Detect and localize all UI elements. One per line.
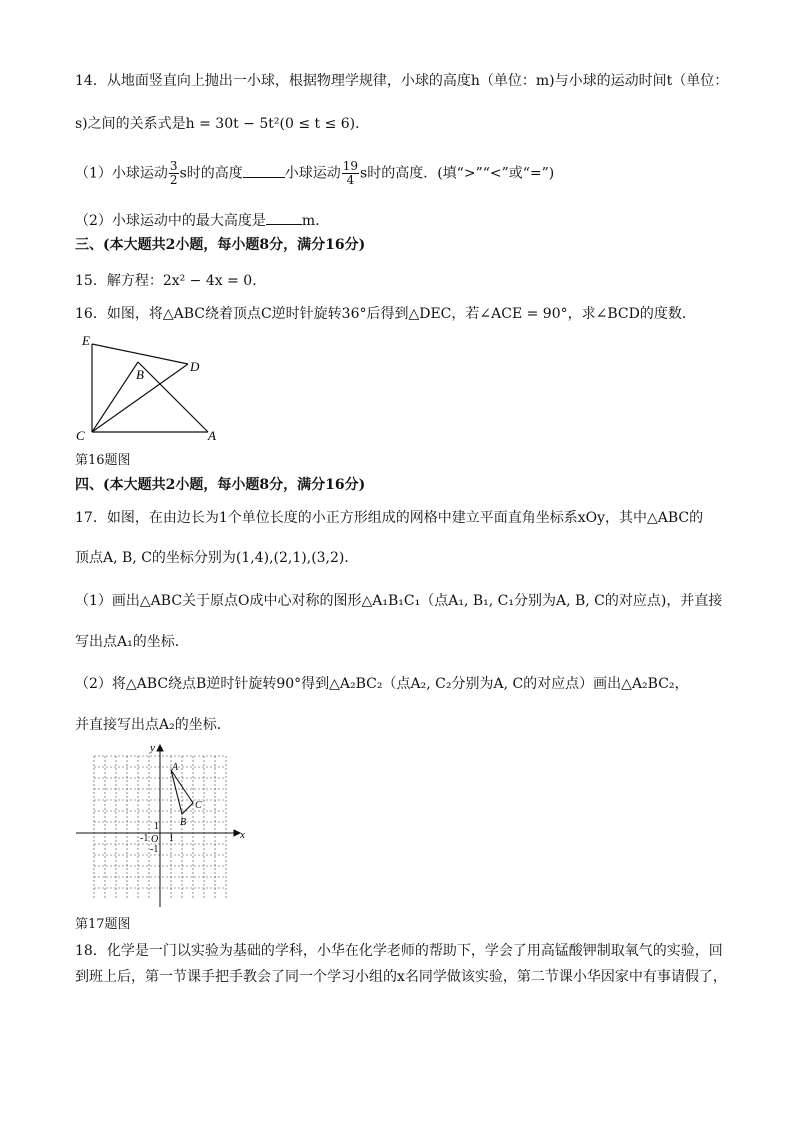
answer-blank — [266, 212, 302, 225]
label-O: O — [151, 834, 159, 845]
section-3-heading: 三、(本大题共2小题，每小题8分，满分16分) — [75, 237, 366, 253]
q14-part1-mid1: s时的高度 — [179, 165, 243, 182]
q14-part1-mid2: 小球运动 — [284, 165, 341, 182]
fraction-19-4 — [342, 160, 359, 187]
label-x: x — [240, 829, 245, 841]
q17-part2-line2: 并直接写出点A₂的坐标． — [75, 717, 231, 733]
label-B: B — [136, 367, 144, 382]
label-D: D — [190, 359, 200, 374]
figure-17-caption: 第17题图 — [75, 917, 131, 932]
fraction-denominator: 4 — [346, 173, 355, 187]
label-B: B — [180, 817, 187, 828]
label-y: y — [150, 742, 155, 754]
label-C: C — [195, 800, 202, 811]
q17-line2: 顶点A, B, C的坐标分别为(1,4),(2,1),(3,2)． — [75, 550, 359, 566]
label-E: E — [82, 333, 90, 348]
y-axis-arrow — [157, 745, 163, 751]
q14-part1-suffix: s时的高度．(填“>”“<”或“=”) — [360, 165, 555, 182]
q14-part2 — [75, 212, 329, 230]
label-C: C — [76, 428, 85, 443]
answer-blank — [243, 165, 285, 178]
label-neg-one-y: -1 — [150, 844, 159, 855]
q15-text: 15．解方程：2x² − 4x = 0． — [75, 273, 267, 289]
label-A: A — [208, 428, 216, 443]
fraction-3-2 — [169, 160, 179, 187]
q16-text: 16．如图，将△ABC绕着顶点C逆时针旋转36°后得到△DEC，若∠ACE = 90°，求∠BCD的度数． — [75, 306, 696, 322]
figure-16 — [70, 330, 230, 446]
q18-line2: 到班上后，第一节课手把手教会了同一个学习小组的x名同学做该实验，第二节课小华因家中有事请假了， — [75, 969, 727, 985]
q17-part1-line2: 写出点A₁的坐标． — [75, 634, 189, 650]
label-one-x: 1 — [169, 833, 174, 844]
figure-17-grid — [70, 742, 250, 912]
q17-line1: 17．如图，在由边长为1个单位长度的小正方形组成的网格中建立平面直角坐标系xOy，其中△ABC的 — [75, 510, 704, 526]
label-A: A — [172, 762, 179, 773]
q18-line1: 18．化学是一门以实验为基础的学科，小华在化学老师的帮助下，学会了用高锰酸钾制取氧气的实验，回 — [75, 943, 723, 959]
fraction-numerator: 3 — [169, 159, 178, 173]
fraction-numerator: 19 — [342, 159, 359, 173]
q17-part1-line1: （1）画出△ABC关于原点O成中心对称的图形△A₁B₁C₁（点A₁, B₁, C₁分别为A, B, C的对应点)，并直接 — [75, 593, 723, 609]
label-neg-one-x: -1 — [140, 833, 149, 844]
section-4-heading: 四、(本大题共2小题，每小题8分，满分16分) — [75, 477, 366, 493]
q14-part2-prefix: （2）小球运动中的最大高度是 — [75, 213, 266, 229]
label-one-y: 1 — [154, 821, 159, 832]
figure-16-caption: 第16题图 — [75, 453, 131, 468]
q14-line2: s)之间的关系式是h = 30t − 5t²(0 ≤ t ≤ 6)． — [75, 116, 370, 132]
q14-part2-suffix: m． — [301, 213, 330, 229]
fraction-denominator: 2 — [169, 173, 178, 187]
q17-part2-line1: （2）将△ABC绕点B逆时针旋转90°得到△A₂BC₂（点A₂, C₂分别为A, C的对应点）画出△A₂BC₂， — [75, 676, 689, 692]
q14-part1-prefix: （1）小球运动 — [75, 165, 168, 182]
q14-line1: 14．从地面竖直向上抛出一小球，根据物理学规律，小球的高度h（单位：m)与小球的运动时间t（单位： — [75, 73, 729, 89]
q14-part1 — [75, 160, 554, 187]
